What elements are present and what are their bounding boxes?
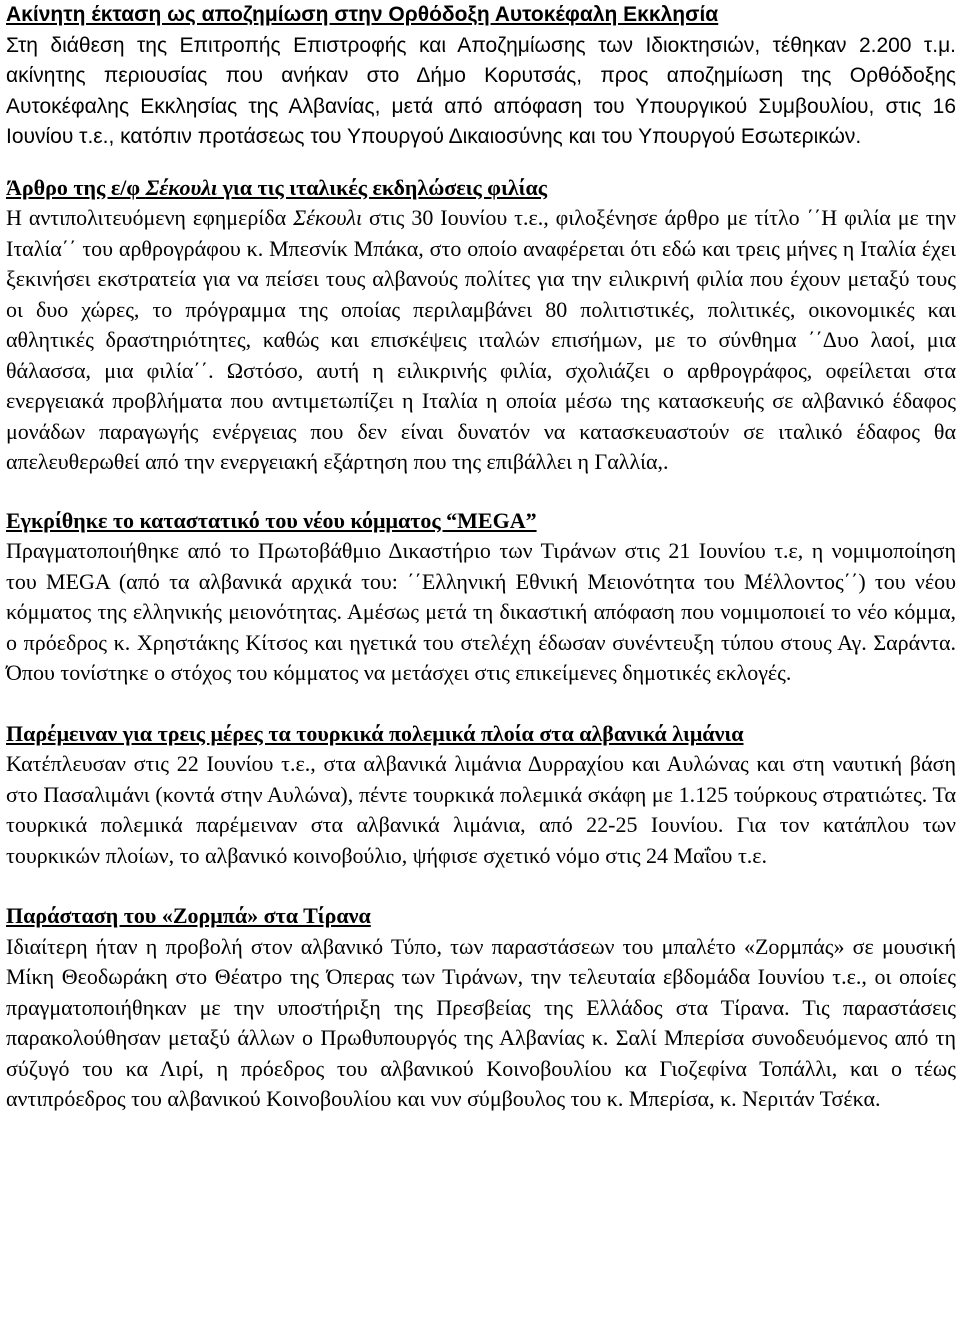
section-body: Πραγματοποιήθηκε από το Πρωτοβάθμιο Δικαστήριο των Τιράνων στις 21 Ιουνίου τ.ε, η νομιμοποίηση του MEGA (από τα αλβανικά αρχικά του: ΄΄Ελληνική Εθνική Μειονότητα του Μέλλοντος΄΄) του νέου κόμματος της ελληνικής μειονότητας. Αμέσως μετά τη δικαστική απόφαση που νομιμοποιεί το νέο κόμμα, ο πρόεδρος κ. Χρηστάκης Κίτσος και ηγετικά του στελέχη έδωσαν συνέντευξη τύπου στους Αγ. Σαράντα. Όπου τονίστηκε ο στόχος του κόμματος να μετάσχει στις επικείμενες δημοτικές εκλογές. [6,538,956,685]
section-turkish-warships [6,719,956,872]
section-body: Κατέπλευσαν στις 22 Ιουνίου τ.ε., στα αλβανικά λιμάνια Δυρραχίου και Αυλώνας και στη ναυτική βάση στο Πασαλιμάνι (κοντά στην Αυλώνα), πέντε τουρκικά πολεμικά σκάφη με 1.125 τούρκους στρατιώτες. Τα τουρκικά πολεμικά παρέμειναν στα αλβανικά λιμάνια, από 22-25 Ιουνίου. Για τον κατάπλου των τουρκικών πλοίων, το αλβανικό κοινοβούλιο, ψήφισε σχετικό νόμο στις 24 Μαΐου τ.ε. [6,751,956,868]
section-zorbas-performance [6,901,956,1115]
section-heading: Παράσταση του «Ζορμπά» στα Τίρανα [6,903,371,928]
section-heading: Παρέμειναν για τρεις μέρες τα τουρκικά πολεμικά πλοία στα αλβανικά λιμάνια [6,720,744,746]
section-mega-party [6,506,956,689]
section-sekouli-article [6,173,956,478]
section-heading: Εγκρίθηκε το καταστατικό του νέου κόμματος “MEGA” [6,507,537,533]
section-heading: Ακίνητη έκταση ως αποζημίωση στην Ορθόδοξη Αυτοκέφαλη Εκκλησία [6,3,719,26]
section-body: Ιδιαίτερη ήταν η προβολή στον αλβανικό Τύπο, των παραστάσεων του μπαλέτο «Ζορμπάς» σε μουσική Μίκη Θεοδωράκη στο Θέατρο της Όπερας των Τιράνων, την τελευταία εβδομάδα Ιουνίου τ.ε., οι οποίες πραγματοποιήθηκαν με την υποστήριξη της Πρεσβείας της Ελλάδος στα Τίρανα. Τις παραστάσεις παρακολούθησαν μεταξύ άλλων ο Πρωθυπουργός της Αλβανίας κ. Σαλί Μπερίσα συνοδευόμενος από τη σύζυγό του κα Λιρί, η πρόεδρος του αλβανικού Κοινοβουλίου κα Γιοζεφίνα Τοπάλλι, και ο τέως αντιπρόεδρος του αλβανικού Κοινοβουλίου και νυν σύμβουλος του κ. Μπερίσα, κ. Νεριτάν Τσέκα. [6,933,956,1111]
section-church-property [6,0,956,153]
section-body: Η αντιπολιτευόμενη εφημερίδα Σέκουλι στις 30 Ιουνίου τ.ε., φιλοξένησε άρθρο με τίτλο ΄΄Η φιλία με την Ιταλία΄΄ του αρθρογράφου κ. Μπεσνίκ Μπάκα, στο οποίο αναφέρεται ότι εδώ και τρεις μήνες η Ιταλία έχει ξεκινήσει εκστρατεία για να πείσει τους αλβανούς πολίτες για την ειλικρινή φιλία που έχουν μεταξύ τους οι δυο χώρες, το πρόγραμμα της οποίας περιλαμβάνει 80 πολιτιστικές, πολιτικές, οικονομικές και αθλητικές δραστηριότητες, καθώς και επισκέψεις ιταλών επισήμων, με το σύνθημα ΄΄Δυο λαοί, μια θάλασσα, μια φιλία΄΄. Ωστόσο, αυτή η ειλικρινής φιλία, σχολιάζει ο αρθρογράφος, οφείλεται στα ενεργειακά προβλήματα που αντιμετωπίζει η Ιταλία η οποία μέσω της κατασκευής σε αλβανικό έδαφος μονάδων παραγωγής ενέργειας που δεν είναι δυνατόν να κατασκευαστούν σε ιταλικό έδαφος θα απελευθερωθεί από την ενεργειακή εξάρτηση που της επιβάλλει η Γαλλία,. [6,205,956,474]
section-body: Στη διάθεση της Επιτροπής Επιστροφής και Αποζημίωσης των Ιδιοκτησιών, τέθηκαν 2.200 τ.μ. ακίνητης περιουσίας που ανήκαν στο Δήμο Κορυτσάς, προς αποζημίωση της Ορθόδοξης Αυτοκέφαλης Εκκλησίας της Αλβανίας, μετά από απόφαση του Υπουργικού Συμβουλίου, στις 16 Ιουνίου τ.ε., κατόπιν προτάσεως του Υπουργού Δικαιοσύνης και του Υπουργού Εσωτερικών. [6,33,956,148]
newspaper-name: Σέκουλι [293,205,363,230]
section-heading: Άρθρο της ε/φ Σέκουλι για τις ιταλικές εκδηλώσεις φιλίας [6,174,548,200]
newspaper-name: Σέκουλι [145,174,218,200]
